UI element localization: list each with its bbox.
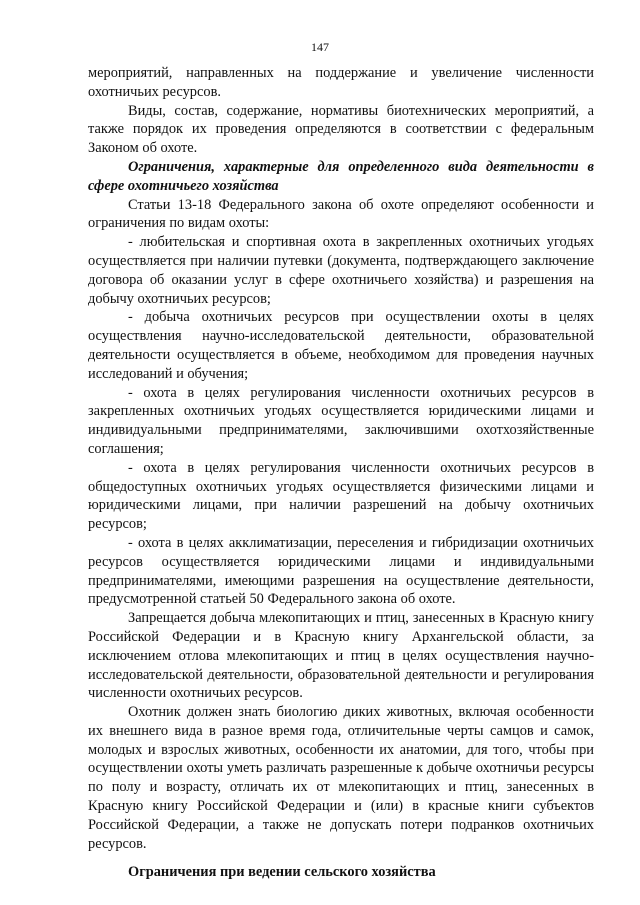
- paragraph-articles-13-18: Статьи 13-18 Федерального закона об охоте определяют особенности и ограничения по видам охоты:: [88, 196, 594, 232]
- list-item-research-hunting: - добыча охотничьих ресурсов при осуществлении охоты в целях осуществления научно-исследовательской деятельности, образовательной деятельности осуществляется в объеме, необходимом для проведения научных исследований и обучения;: [88, 309, 594, 382]
- list-item-amateur-hunting: - любительская и спортивная охота в закрепленных охотничьих угодьях осуществляется при наличии путевки (документа, подтверждающего заключение договора об оказании услуг в сфере охотничьего хозяйства) и разрешения на добычу охотничьих ресурсов;: [88, 234, 594, 307]
- page-body: [88, 64, 594, 882]
- paragraph-red-book-prohibition: Запрещается добыча млекопитающих и птиц, занесенных в Красную книгу Российской Федерации и в Красную книгу Архангельской области, за исключением отлова млекопитающих и птиц в целях осуществления научно-исследовательской деятельности, образовательной деятельности и регулирования численности охотничьих ресурсов.: [88, 610, 594, 702]
- list-item-regulation-assigned: - охота в целях регулирования численности охотничьих ресурсов в закрепленных охотничьих угодьях осуществляется юридическими лицами и индивидуальными предпринимателями, заключившими охотхозяйственные соглашения;: [88, 384, 594, 457]
- section-subheading-activity-restrictions: Ограничения, характерные для определенного вида деятельности в сфере охотничьего хозяйства: [88, 158, 594, 194]
- list-item-acclimatization: - охота в целях акклиматизации, переселения и гибридизации охотничьих ресурсов осуществляется юридическими лицами и индивидуальными предпринимателями, имеющими разрешения на осуществление деятельности, предусмотренной статьей 50 Федерального закона об охоте.: [88, 534, 594, 608]
- paragraph-continuation: мероприятий, направленных на поддержание и увеличение численности охотничьих ресурсов.: [88, 65, 594, 100]
- paragraph-biotech-measures: Виды, состав, содержание, нормативы биотехнических мероприятий, а также порядок их проведения определяются в соответствии с федеральным Законом об охоте.: [88, 102, 594, 157]
- paragraph-hunter-knowledge: Охотник должен знать биологию диких животных, включая особенности их внешнего вида в разное время года, отличительные черты самцов и самок, молодых и взрослых животных, особенности их анатомии, для того, чтобы при осуществлении охоты уметь различать разрешенные к добыче охотничьи ресурсы по полу и возрасту, отличать их от млекопитающих и птиц, занесенных в Красную книгу Российской Федерации и (или) в красные книги субъектов Российской Федерации, а также не допускать потери подранков охотничьих ресурсов.: [88, 704, 594, 852]
- page-number: 147: [311, 40, 329, 54]
- list-item-regulation-public: - охота в целях регулирования численности охотничьих ресурсов в общедоступных охотничьих угодьях осуществляется физическими лицами и юридическими лицами, при наличии разрешений на добычу охотничьих ресурсов;: [88, 459, 594, 533]
- section-heading-agriculture: Ограничения при ведении сельского хозяйства: [128, 864, 436, 881]
